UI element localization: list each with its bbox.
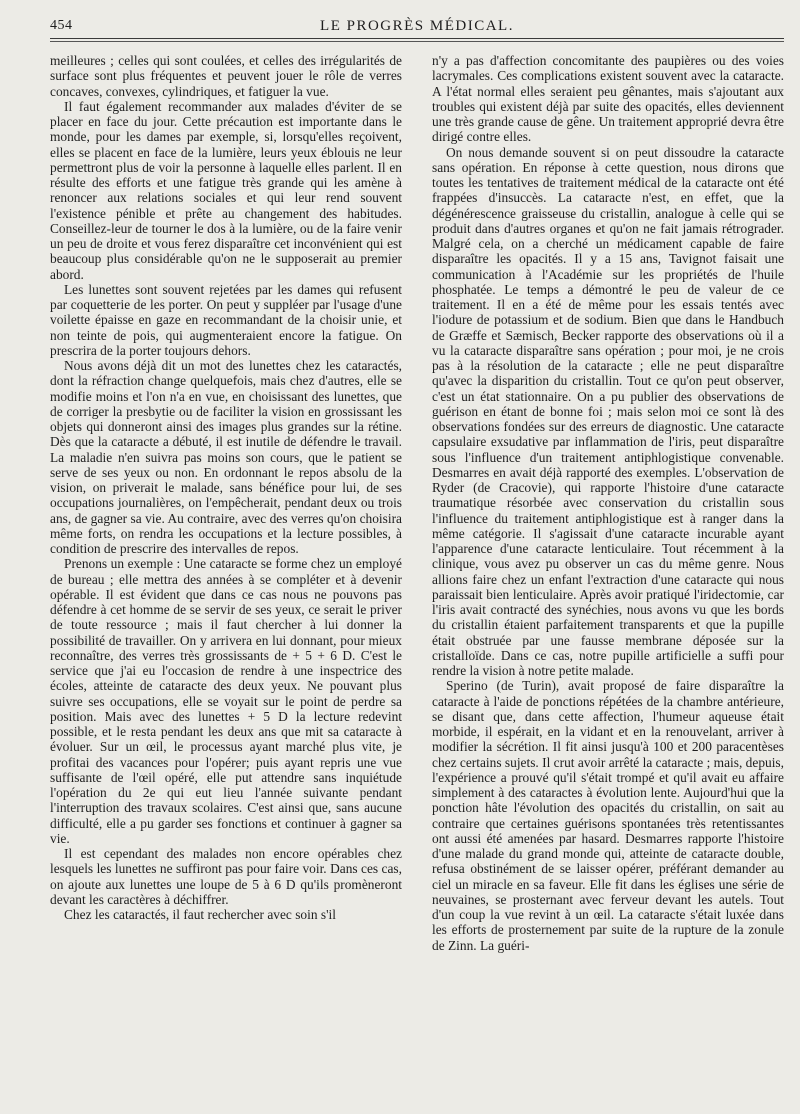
paragraph: Sperino (de Turin), avait proposé de faire disparaître la cataracte à l'aide de ponctions répétées de la chambre antérieure, se disant que, dans cette affection, l'humeur aqueuse était morbide, il espérait, en la vidant et en la renouvelant, arriver à modifier la sécrétion. Il fit ainsi jusqu'à 100 et 200 paracentèses chez certains sujets. Il crut avoir arrêté la cataracte ; mais, depuis, l'expérience a prouvé qu'il s'était trompé et qu'il avait eu affaire simplement à des cataractes à évolution lente. Aujourd'hui que la ponction hâte l'évolution des opacités du cristallin, on sait au contraire que certaines guérisons spontanées très retentissantes ont aussi été amenées par hasard. Desmarres rapporte l'histoire d'une malade du grand monde qui, atteinte de cataracte double, refusa obstinément de se laisser opérer, préférant demander au ciel un miracle en sa faveur. Elle fit dans les églises une série de neuvaines, se prosternant avec ferveur devant les autels. Tout d'un coup la vue revint à un œil. La cataracte s'était luxée dans les efforts de prosternement par suite de la rupture de la zonule de Zinn. La guéri-: [432, 678, 784, 953]
page-header: [50, 14, 784, 39]
text-columns: [50, 53, 784, 953]
paragraph: Les lunettes sont souvent rejetées par les dames qui refusent par coquetterie de les porter. On peut y suppléer par l'usage d'une voilette épaisse en gaze en recommandant de la choisir unie, et non teinte de pois, qui augmenteraient encore la fatigue. On prescrira de la porter toujours dehors.: [50, 281, 402, 358]
paragraph: Chez les cataractés, il faut rechercher avec soin s'il: [64, 907, 336, 922]
paragraph: On nous demande souvent si on peut dissoudre la cataracte sans opération. En réponse à cette question, nous dirons que toutes les tentatives de traitement médical de la cataracte ont été frappées d'insuccès. La cataracte n'est, en effet, que la dégénérescence graisseuse du cristallin, analogue à celle qui se produit dans d'autres organes et qu'on ne fait jamais rétrograder. Malgré cela, on a cherché un médicament capable de faire disparaître les opacités. Il y a 15 ans, Tavignot faisait une communication à l'Académie sur les propriétés de l'huile phosphatée. Le temps a démontré le peu de valeur de ce traitement. Il en a été de même pour les essais tentés avec l'iodure de potassium et de sodium. Bien que dans le Handbuch de Græffe et Sæmisch, Becker rapporte des observations où il a vu la cataracte disparaître sans opération ; pour moi, je ne crois pas à la résolution de la cataracte ; elle ne peut disparaître qu'avec la disparition du cristallin. Tout ce qu'on peut observer, c'est un état stationnaire. On a pu publier des observations de guérison en étant de bonne foi ; mais selon moi ce sont là des observations fondées sur des erreurs de diagnostic. Une cataracte capsulaire exsudative par inflammation de l'iris, peut disparaître sous l'influence d'un traitement antiphlogistique convenable. Desmarres en avait déjà rapporté des exemples. L'observation de Ryder (de Cracovie), qui rapporte l'histoire d'une cataracte traumatique résorbée avec conservation du cristallin sous l'influence du traitement antiphlogistique est à ranger dans la même catégorie. Il s'agissait d'une cataracte incurable ayant l'apparence d'une cataracte lenticulaire. Tout récemment à la clinique, vous avez pu observer un cas du même genre. Nous allions faire chez un enfant l'extraction d'une cataracte qui nous paraissait bien lenticulaire. Après avoir pratiqué l'iridectomie, car l'iris avait contracté des synéchies, nous avons vu que les bords du cristallin étaient parfaitement transparents et que la pupille était obstruée par une fausse membrane déposée sur la cristalloïde. Dans ce cas, notre pupille artificielle a suffi pour rendre la vision à notre petite malade.: [432, 144, 784, 678]
right-column: [432, 53, 784, 953]
paragraph: Prenons un exemple : Une cataracte se forme chez un employé de bureau ; elle mettra des années à se compléter et à devenir opérable. Il est évident que dans ce cas nous ne pouvons pas défendre à cet homme de se servir de ses yeux, ce serait le priver de toute ressource ; mais il faut chercher à lui donner la possibilité de travailler. On y arrivera en lui donnant, pour mieux reconnaître, des verres très grossissants de + 5 + 6 D. C'est le service que j'ai eu l'occasion de rendre à une inspectrice des écoles, atteinte de cataracte des deux yeux. Ne pouvant plus suivre ses occupations, elle se voyait sur le point de perdre sa position. Mais avec des lunettes + 5 D la lecture redevint possible, et le resta pendant les deux ans que mit sa cataracte à évoluer. Sur un œil, le processus ayant marché plus vite, je profitai des vacances pour l'opérer; puis ayant repris une vue suffisante de l'œil opéré, elle put attendre sans inquiétude l'opération du 2e qui eut lieu l'année suivante pendant l'interruption des travaux scolaires. C'est ainsi que, sans aucune difficulté, elle a pu garder ses fonctions et continuer à gagner sa vie.: [50, 556, 402, 846]
page-number: 454: [50, 18, 73, 33]
paragraph: Il est cependant des malades non encore opérables chez lesquels les lunettes ne suffiront pas pour faire voir. Dans ces cas, on ajoute aux lunettes une loupe de 5 à 6 D qu'ils promèneront devant les caractères à déchiffrer.: [50, 846, 402, 907]
running-title: LE PROGRÈS MÉDICAL.: [320, 18, 514, 34]
paragraph: n'y a pas d'affection concomitante des paupières ou des voies lacrymales. Ces complications existent souvent avec la cataracte. A l'état normal elles seraient peu gênantes, mais s'ajoutant aux troubles qui existent déjà par suite des opacités, elles deviennent une très grande cause de gêne. Un traitement approprié devra être dirigé contre elles.: [432, 53, 784, 145]
paragraph: Il faut également recommander aux malades d'éviter de se placer en face du jour. Cette précaution est importante dans le monde, pour les dames par exemple, si, lorsqu'elles reçoivent, elles se placent en face de la lumière, leurs yeux éblouis ne leur permettront plus de voir la personne à laquelle elles parlent. Il en résulte des efforts et une fatigue très grande qui les amène à renoncer aux relations sociales et qui leur rend souvent l'existence pénible et prête au changement des habitudes. Conseillez-leur de tourner le dos à la lumière, ou de la faire venir un peu de droite et vous ferez disparaître cet inconvénient qui est beaucoup plus considérable qu'on ne le supposerait au premier abord.: [50, 98, 402, 282]
paragraph: meilleures ; celles qui sont coulées, et celles des irrégularités de surface sont plus fréquentes et peuvent jouer le rôle de verres concaves, convexes, cylindriques, et fatiguer la vue.: [50, 53, 402, 99]
paragraph: Nous avons déjà dit un mot des lunettes chez les cataractés, dont la réfraction change quelquefois, mais chez d'autres, elle se modifie moins et l'on n'a en vue, en choisissant des lunettes, que de corriger la presbytie ou de faciliter la vision en grossissant les objets qui donneront ainsi des images plus grandes sur la rétine. Dès que la cataracte a débuté, il est inutile de défendre le travail. La maladie n'en suivra pas moins son cours, que le patient se serve de ses yeux ou non. En ordonnant le repos absolu de la vision, on priverait le malade, sans bénéfice pour lui, de ses occupations journalières, on l'empêcherait, pendant deux ou trois ans, de gagner sa vie. Au contraire, avec des verres qu'on choisira même forts, on rendra les occupations et la lecture possibles, à condition de prescrire des intervalles de repos.: [50, 358, 402, 556]
left-column: [50, 53, 402, 953]
